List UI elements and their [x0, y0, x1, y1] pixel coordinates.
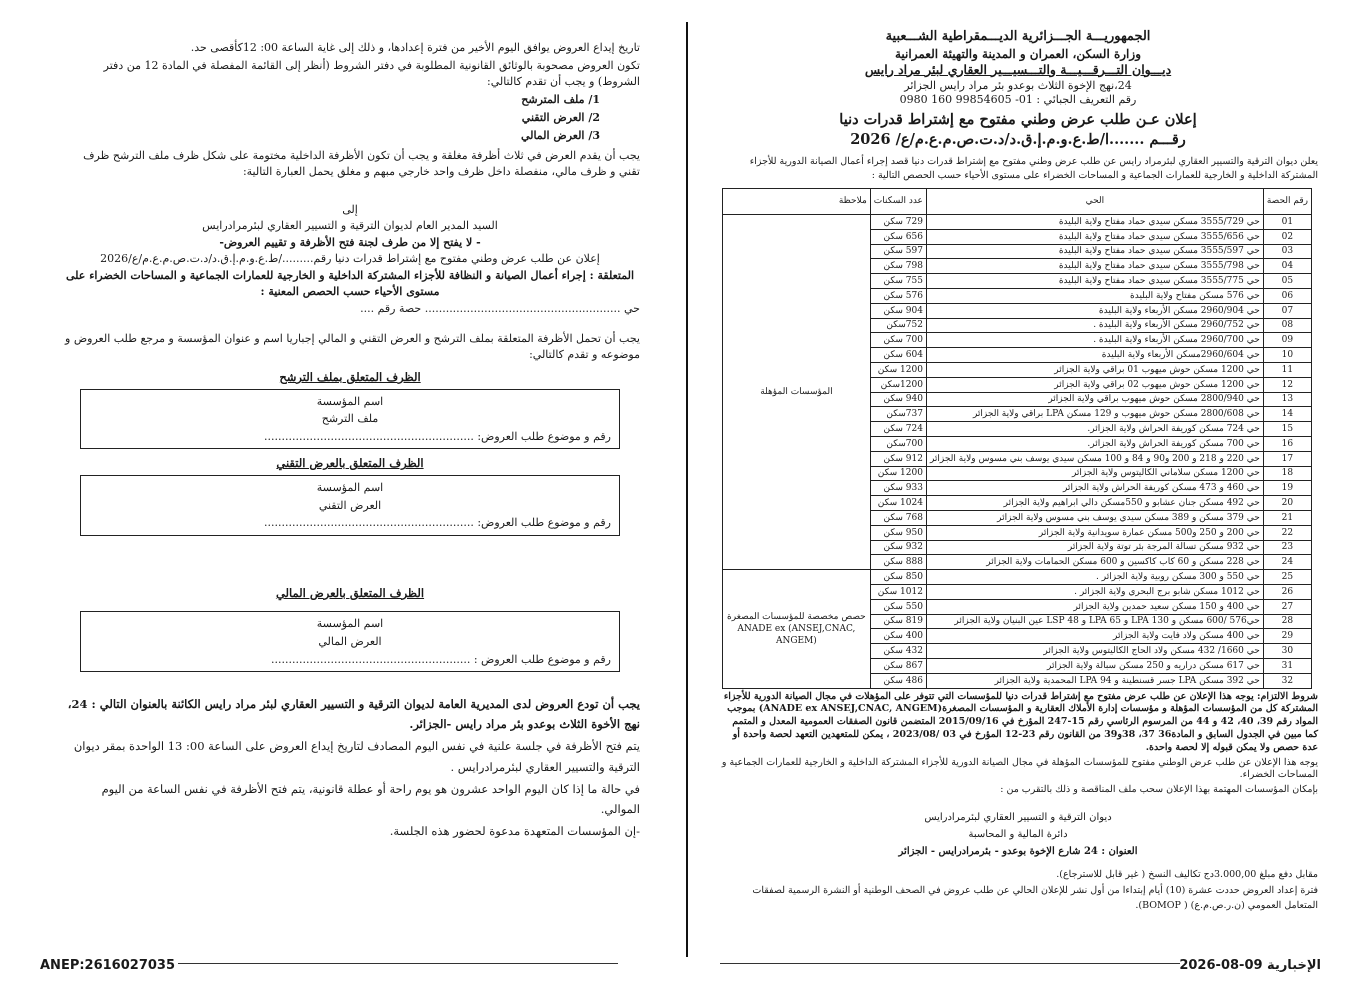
district-cell: حي 724 مسكن كوريفة الحراش ولاية الجزائر. — [926, 422, 1263, 437]
col-header-lot: رقم الحصة — [1263, 189, 1311, 215]
lot-number-cell: 08 — [1263, 318, 1311, 333]
env-technical-box — [80, 475, 620, 536]
district-cell: حي 3555/798 مسكن سيدي حماد مفتاح ولاية البليدة — [926, 259, 1263, 274]
district-cell: حي 2960/604مسكن الأربعاء ولاية البليدة — [926, 348, 1263, 363]
lots-table-body — [723, 215, 1312, 689]
units-cell: 550 سكن — [870, 599, 926, 614]
district-cell: حي 379 مسكن و 389 مسكن سيدي يوسف بني مسوس ولاية الجزائر — [926, 510, 1263, 525]
deposit-date-text: تاريخ إيداع العروض يوافق اليوم الأخير من فترة إعدادها، و ذلك إلى غاية الساعة 00: 12كأقصى حد. — [190, 41, 640, 54]
units-cell: 819 سكن — [870, 614, 926, 629]
units-cell: 888 سكن — [870, 555, 926, 570]
office-address: 24،نهج الإخوة الثلاث بوعدو بئر مراد رايس الجزائر — [904, 78, 1132, 92]
units-cell: 737سكن — [870, 407, 926, 422]
env-candidacy-title: الظرف المتعلق بملف الترشح — [279, 369, 421, 384]
lot-number-cell: 04 — [1263, 259, 1311, 274]
env-technical-title: الظرف المتعلق بالعرض التقني — [276, 456, 424, 471]
lot-number-cell: 31 — [1263, 658, 1311, 673]
units-cell: 904 سكن — [870, 303, 926, 318]
lot-number-cell: 07 — [1263, 303, 1311, 318]
republic-title: الجمهوريـــة الجـــزائرية الديـــمقراطية الشـــعبية — [885, 29, 1151, 44]
units-cell: 1200 سكن — [870, 466, 926, 481]
env-ref-line: رقم و موضوع طلب العروض: ............................................................ — [264, 516, 611, 530]
addr-district-line: حي ........................................................ حصة رقم .... — [360, 301, 640, 315]
lot-number-cell: 19 — [1263, 481, 1311, 496]
units-cell: 724 سكن — [870, 422, 926, 437]
district-cell: حي 1200 مسكن سلاماني الكاليتوس ولاية الجزائر — [926, 466, 1263, 481]
contact-address: العنوان : 24 شارع الإخوة بوعدو - بئرمرادرايس - الجزائر — [898, 846, 1138, 858]
table-row — [723, 570, 1312, 585]
district-cell: حي 617 مسكن دراريه و 250 مسكن سبالة ولاية الجزائر — [926, 658, 1263, 673]
units-cell: 729 سكن — [870, 215, 926, 230]
lot-number-cell: 15 — [1263, 422, 1311, 437]
office-title: ديـــوان التـــرقـــيـــة والتـــسيـــير العقاري لبئر مراد رايس — [864, 61, 1172, 77]
district-cell: حي 2800/608 مسكن حوش ميهوب و 129 مسكن LPA براقي ولاية الجزائر — [926, 407, 1263, 422]
right-column — [718, 28, 1318, 913]
units-cell: 597 سكن — [870, 244, 926, 259]
env-ref-line: رقم و موضوع طلب العروض : ......................................................... — [271, 652, 611, 666]
district-cell: حي 228 مسكن و 60 كاب كاكسين و 600 مسكن الحمامات ولاية الجزائر — [926, 555, 1263, 570]
conditions-text-3: بإمكان المؤسسات المهتمة بهذا الإعلان سحب ملف المناقصة و ذلك بالتقرب من : — [1000, 784, 1318, 796]
units-cell: 752سكن — [870, 318, 926, 333]
lot-number-cell: 06 — [1263, 289, 1311, 304]
env-candidacy-box — [80, 389, 620, 450]
units-cell: 850 سكن — [870, 570, 926, 585]
lot-number-cell: 09 — [1263, 333, 1311, 348]
lot-number-cell: 05 — [1263, 274, 1311, 289]
district-cell: حي 2800/940 مسكن حوش ميهوب براقي ولاية الجزائر — [926, 392, 1263, 407]
list-item: 2/ العرض التقني — [521, 110, 600, 124]
env-company-name: اسم المؤسسة — [316, 394, 384, 408]
env-company-name: اسم المؤسسة — [316, 481, 384, 494]
ministry-title: وزارة السكن، العمران و المدينة والتهيئة العمرانية — [895, 46, 1141, 61]
units-cell: 932 سكن — [870, 540, 926, 555]
lot-number-cell: 18 — [1263, 466, 1311, 481]
district-cell: حي 1200 مسكن حوش ميهوب 02 براقي ولاية الجزائر — [926, 377, 1263, 392]
units-cell: 400 سكن — [870, 629, 926, 644]
lot-number-cell: 23 — [1263, 540, 1311, 555]
district-cell: حي 460 و 473 مسكن كوريفة الحراش ولاية الجزائر — [926, 481, 1263, 496]
units-cell: 700سكن — [870, 436, 926, 451]
announcement-header — [718, 28, 1318, 149]
addr-ad-ref: إعلان عن طلب عرض وطني مفتوح مع إشتراط قدرات دنيا رقم........./ط.ع.و.م.إ.ق.د/د.ت.ص.م.ع.م/ع/2026 — [100, 252, 600, 265]
district-cell: حي 400 و 150 مسكن سعيد حمدين ولاية الجزائر — [926, 599, 1263, 614]
lot-number-cell: 11 — [1263, 362, 1311, 377]
lot-number-cell: 20 — [1263, 496, 1311, 511]
lot-number-cell: 02 — [1263, 229, 1311, 244]
lots-table — [722, 188, 1312, 689]
contact-dept: دائرة المالية و المحاسبة — [968, 829, 1068, 841]
lot-number-cell: 27 — [1263, 599, 1311, 614]
env-content-label: العرض التقني — [318, 498, 382, 512]
lot-number-cell: 29 — [1263, 629, 1311, 644]
district-cell: حي 1200 مسكن حوش ميهوب 01 براقي ولاية الجزائر — [926, 362, 1263, 377]
lot-number-cell: 30 — [1263, 644, 1311, 659]
announcement-number: رقـــم .......ا/ط.ع.و.م.إ.ق.د/د.ت.ص.م.ع.م/ع/ 2026 — [850, 130, 1186, 148]
district-cell: حي 550 و 300 مسكن روبية ولاية الجزائر . — [926, 570, 1263, 585]
district-cell: حي 492 مسكن جنان عشابو و 550مسكن دالي ابراهيم ولاية الجزائر — [926, 496, 1263, 511]
list-item: 1/ ملف المترشح — [521, 92, 600, 106]
district-cell: حي 200 و 250 و500 مسكن عمارة سويدانية ولاية الجزائر — [926, 525, 1263, 540]
lot-number-cell: 01 — [1263, 215, 1311, 230]
addr-recipient: السيد المدير العام لديوان الترقية و التسيير العقاري لبئرمرادرايس — [202, 219, 498, 232]
units-cell: 940 سكن — [870, 392, 926, 407]
units-cell: 933 سكن — [870, 481, 926, 496]
lot-number-cell: 24 — [1263, 555, 1311, 570]
addr-to: إلى — [342, 202, 358, 216]
lot-number-cell: 17 — [1263, 451, 1311, 466]
env-financial-title: الظرف المتعلق بالعرض المالي — [275, 585, 425, 600]
units-cell: 798 سكن — [870, 259, 926, 274]
units-cell: 656 سكن — [870, 229, 926, 244]
lot-number-cell: 03 — [1263, 244, 1311, 259]
units-cell: 432 سكن — [870, 644, 926, 659]
units-cell: 604 سكن — [870, 348, 926, 363]
list-item: 3/ العرض المالي — [520, 128, 600, 142]
lot-number-cell: 21 — [1263, 510, 1311, 525]
lot-number-cell: 26 — [1263, 584, 1311, 599]
lot-number-cell: 32 — [1263, 673, 1311, 688]
lot-number-cell: 22 — [1263, 525, 1311, 540]
env-ref-line: رقم و موضوع طلب العروض: ............................................................ — [264, 429, 611, 443]
anep-code: ANEP:2616027035 — [40, 958, 176, 973]
district-cell: حي 220 و 218 و 200 و90 و 84 و 100 مسكن سيدي يوسف بني مسوس ولاية الجزائر — [926, 451, 1263, 466]
col-header-note: ملاحظة — [723, 189, 871, 215]
table-header-row — [723, 189, 1312, 215]
units-cell: 755 سكن — [870, 274, 926, 289]
district-cell: حي 3555/729 مسكن سيدي حماد مفتاح ولاية البليدة — [926, 215, 1263, 230]
journal-date: الإخبارية 09-08-2026 — [1179, 958, 1321, 973]
district-cell: حي 1660/ 432 مسكن ولاد الحاج الكاليتوس ولاية الجزائر — [926, 644, 1263, 659]
units-cell: 700 سكن — [870, 333, 926, 348]
column-divider — [686, 22, 688, 957]
district-cell: حي 3555/775 مسكن سيدي حماد مفتاح ولاية البليدة — [926, 274, 1263, 289]
lot-number-cell: 12 — [1263, 377, 1311, 392]
units-cell: 576 سكن — [870, 289, 926, 304]
district-cell: حي 2960/904 مسكن الأربعاء ولاية البليدة — [926, 303, 1263, 318]
conditions-text-2: يوجه هذا الإعلان عن طلب عرض الوطني مفتوح للمؤسسات المؤهلة في مجال الصيانة الدورية للأجزاء المشتركة الداخلية و الخارجية للعمارات الجماعية و المساحات الخضراء. — [721, 756, 1318, 781]
district-cell: حي 700 مسكن كوريفة الحراش ولاية الجزائر. — [926, 436, 1263, 451]
addr-subject: المتعلقة : إجراء أعمال الصيانة و النظافة للأجزاء المشتركة الداخلية و الخارجية للعمارات الجماعية و المساحات الخضراء على مستوى الأحياء حسب الحصص المعنية : — [66, 268, 634, 298]
col-header-district: الحي — [926, 189, 1263, 215]
district-cell: حي 3555/597 مسكن سيدي حماد مفتاح ولاية البليدة — [926, 244, 1263, 259]
conditions-text: شروط الالتزام: يوجه هذا الإعلان عن طلب عرض مفتوح مع إشتراط قدرات دنيا للمؤسسات التي تتوفر على المؤهلات في مجال الصيانة الدورية للأجزاء المشتركة كل من المؤسسات المؤهلة و مؤسسات إدارة الأملاك العقارية و المؤسسات المصغرة(ANADE ex ANSEJ,CNAC, ANGEM) بموجب المواد رقم 39، 40، 42 و 44 من المرسوم الرئاسي رقم 15-247 المؤرخ في 2015/09/16 المتضمن قانون الصفقات العمومية المعدل و المتمم كما مبين في الجدول السابق و المادة36 37، 38و39 من القانون رقم 23-12 المؤرخ في 03 /2023/08 ، يمكن للمتعهدين التعهد لحصة واحدة أو عدة حصص ولا يمكن قبوله إلا لحصة واحدة. — [723, 690, 1318, 753]
units-cell: 768 سكن — [870, 510, 926, 525]
env-content-label: العرض المالي — [318, 635, 382, 649]
units-cell: 486 سكن — [870, 673, 926, 688]
units-cell: 1200 سكن — [870, 362, 926, 377]
district-cell: حي 932 مسكن تسالة المرجة بئر توتة ولاية الجزائر — [926, 540, 1263, 555]
envelope-list — [60, 92, 600, 144]
preparation-period-text: فترة إعداد العروض حددت عشرة (10) أيام إبتداءا من أول نشر للإعلان الحالي عن طلب عروض في الصحف الوطنية أو النشرة الرسمية لصفقات المتعامل العمومي (ن.ر.ص.م.ع) ( BOMOP). — [752, 885, 1318, 911]
district-cell: حي 2960/700 مسكن الأربعاء ولاية البليدة . — [926, 333, 1263, 348]
table-row — [723, 215, 1312, 230]
submission-block — [60, 694, 640, 841]
labeling-text: يجب أن تحمل الأظرفة المتعلقة بملف الترشح و العرض التقني و المالي إجباريا اسم و عنوان المؤسسة و مرجع طلب العروض و موضوعه و تقدم كالتالي: — [65, 332, 640, 361]
lot-number-cell: 10 — [1263, 348, 1311, 363]
contact-office: ديوان الترقية و التسيير العقاري لبئرمرادرايس — [924, 812, 1112, 824]
addr-notice: - لا يفتح إلا من طرف لجنة فتح الأظرفة و تقييم العروض- — [219, 235, 481, 249]
lot-number-cell: 28 — [1263, 614, 1311, 629]
footer-rule-left — [178, 963, 618, 964]
district-cell: حي 400 مسكن ولاد فايت ولاية الجزائر — [926, 629, 1263, 644]
district-cell: حي 576 مسكن مفتاح ولاية البليدة — [926, 289, 1263, 304]
footer-rule-right — [720, 963, 1180, 964]
env-content-label: ملف الترشح — [321, 412, 379, 426]
col-header-units: عدد السكنات — [870, 189, 926, 215]
contact-block — [718, 809, 1318, 860]
announcement-title: إعلان عـن طلب عرض وطني مفتوح مع إشتراط قدرات دنيا — [839, 111, 1197, 129]
opening-session-text: يتم فتح الأظرفة في جلسة علنية في نفس اليوم المصادف لتاريخ إيداع العروض على الساعة 00: 13 الواحدة بمقر ديوان الترقية والتسيير العقاري لبئرمرادرايس . — [73, 739, 640, 774]
district-cell: حي 2960/752 مسكن الأربعاء ولاية البليدة . — [926, 318, 1263, 333]
submission-address-text: يجب أن تودع العروض لدى المديرية العامة لديوان الترقية و التسيير العقاري لبئر مراد رايس الكائنة بالعنوان التالي : 24، نهج الأخوة الثلاث بوعدو بئر مراد رايس -الجزائر. — [67, 697, 640, 732]
attendance-text: -إن المؤسسات المتعهدة مدعوة لحضور هذه الجلسة. — [389, 823, 640, 838]
tax-id: رقم التعريف الجبائي : 01- 99854605 160 0980 — [899, 93, 1137, 107]
intro-text: يعلن ديوان الترقية والتسيير العقاري لبئرمراد رايس عن طلب عرض وطني مفتوح مع إشتراط قدرات دنيا قصد إجراء أعمال الصيانة الدورية للأجزاء المشتركة الداخلية و الخارجية للعمارات الجماعية و المساحات الخضراء على مستوى الأحياء حسب الحصص التالية : — [749, 156, 1318, 181]
lot-number-cell: 14 — [1263, 407, 1311, 422]
lot-number-cell: 25 — [1263, 570, 1311, 585]
env-company-name: اسم المؤسسة — [316, 617, 384, 631]
note-micro-enterprises: حصص مخصصة للمؤسسات المصغرة ANADE ex (ANSEJ,CNAC, ANGEM) — [723, 570, 871, 688]
units-cell: 912 سكن — [870, 451, 926, 466]
district-cell: حي 3555/656 مسكن سيدي حماد مفتاح ولاية البليدة — [926, 229, 1263, 244]
fee-text: مقابل دفع مبلغ 3.000,00دج تكاليف النسخ ( غير قابل للاسترجاع). — [1056, 869, 1318, 881]
units-cell: 950 سكن — [870, 525, 926, 540]
outer-envelope-address — [60, 202, 640, 318]
district-cell: حي 392 مسكن LPA جسر قسنطينة و 94 LPA المحمدية ولاية الجزائر — [926, 673, 1263, 688]
documents-text: تكون العروض مصحوبة بالوثائق القانونية المطلوبة في دفتر الشروط (أنظر إلى القائمة المفصلة في المادة 12 من دفتر الشروط) و يجب أن تقدم كالتالي: — [103, 58, 640, 88]
units-cell: 1012 سكن — [870, 584, 926, 599]
units-cell: 1024 سكن — [870, 496, 926, 511]
lot-number-cell: 13 — [1263, 392, 1311, 407]
env-financial-box — [80, 611, 620, 672]
lot-number-cell: 16 — [1263, 436, 1311, 451]
left-column — [60, 40, 640, 843]
units-cell: 867 سكن — [870, 658, 926, 673]
note-qualified-companies: المؤسسات المؤهلة — [723, 215, 871, 570]
units-cell: 1200سكن — [870, 377, 926, 392]
district-cell: حي576 /600 مسكن و 130 LPA و 65 LPA و 48 LSP عين البنيان ولاية الجزائر — [926, 614, 1263, 629]
district-cell: حي 1012 مسكن شابو برج البحري ولاية الجزائر . — [926, 584, 1263, 599]
holiday-text: في حالة ما إذا كان اليوم الواحد عشرون هو يوم راحة أو عطلة قانونية، يتم فتح الأظرفة في نفس الساعة من اليوم الموالي. — [101, 781, 640, 816]
envelopes-text: يجب أن يقدم العرض في ثلاث أظرفة مغلقة و يجب أن تكون الأظرفة الداخلية مختومة على شكل ظرف ملف الترشح ظرف تقني و ظرف مالي، منفصلة داخل ظرف واحد خارجي مبهم و مغلق يحمل العبارة التالية: — [83, 148, 640, 178]
